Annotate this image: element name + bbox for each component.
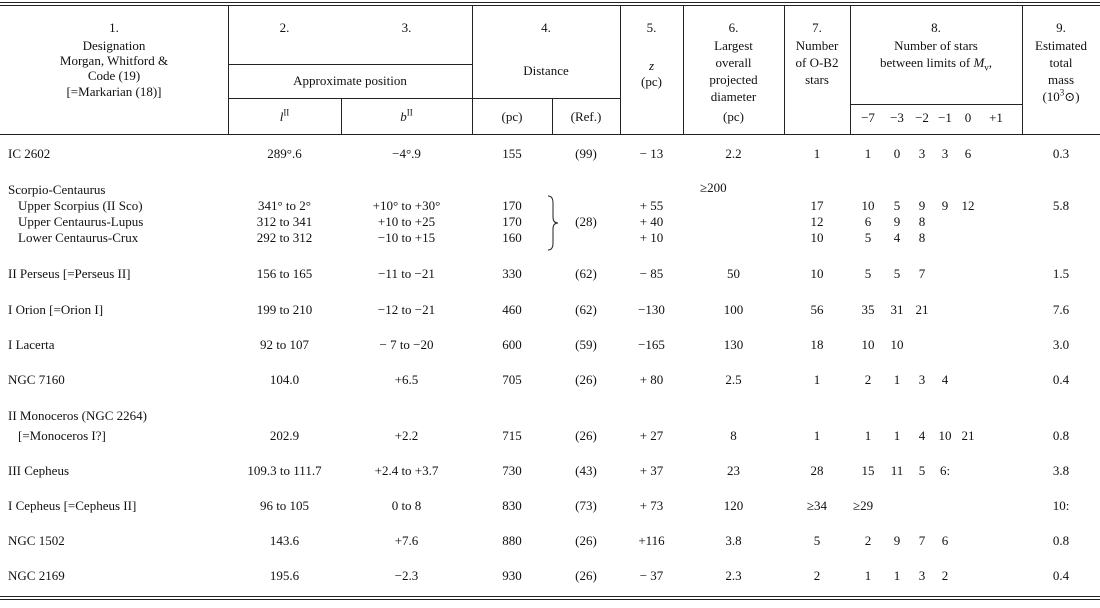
- cell-mass: 3.0: [1052, 337, 1070, 352]
- star-count-cell: 9: [918, 198, 926, 213]
- cell-z: −130: [638, 302, 665, 317]
- star-count-cell: 9: [893, 214, 901, 229]
- col5-line2: (pc): [641, 74, 662, 89]
- cell-nob: 18: [810, 337, 824, 352]
- cell-diam: 100: [723, 302, 744, 317]
- col1-line3: Code (19): [87, 68, 141, 83]
- star-count-cell: ≥29: [853, 498, 874, 513]
- col3-subheader: [341, 107, 472, 124]
- star-count-cell: 10: [938, 428, 952, 443]
- cell-name: II Monoceros (NGC 2264): [8, 408, 148, 423]
- star-count-cell: 31: [890, 302, 904, 317]
- cell-name: NGC 7160: [8, 372, 65, 387]
- magnitude-limit-label: −3: [890, 110, 904, 125]
- col1-line1: Designation: [82, 38, 146, 53]
- star-count-cell: 12: [961, 198, 975, 213]
- cell-name: III Cepheus: [8, 463, 70, 478]
- cell-nob: ≥34: [806, 498, 828, 513]
- col5-number: 5.: [646, 20, 657, 35]
- col9-line1: Estimated: [1035, 38, 1087, 53]
- cell-ref: (59): [575, 337, 597, 352]
- star-count-cell: 35: [861, 302, 875, 317]
- star-count-cell: 4: [941, 372, 949, 387]
- cell-b: − 7 to −20: [379, 337, 434, 352]
- col7-line2: of O-B2: [795, 55, 839, 70]
- col1-line2: Morgan, Whitford &: [59, 53, 169, 68]
- magnitude-limit-label: −1: [938, 110, 952, 125]
- cell-z: + 55: [639, 198, 664, 213]
- grouping-brace: [546, 195, 560, 251]
- star-count-cell: 5: [864, 230, 872, 245]
- col9-line2: total: [1049, 55, 1073, 70]
- magnitude-limit-label: +1: [989, 110, 1003, 125]
- cell-name: IC 2602: [8, 146, 51, 161]
- star-count-cell: 8: [918, 214, 926, 229]
- star-count-cell: 7: [918, 266, 926, 281]
- cell-l: 143.6: [269, 533, 300, 548]
- col7-number: 7.: [812, 20, 822, 35]
- cell-dist: 715: [502, 428, 522, 443]
- star-count-cell: 21: [961, 428, 975, 443]
- star-count-cell: 1: [864, 428, 872, 443]
- cell-b: −10 to +15: [377, 230, 436, 245]
- col2-sub-sup: II: [283, 107, 290, 118]
- cell-name: Scorpio-Centaurus: [8, 182, 106, 197]
- cell-diam: 2.5: [725, 372, 742, 387]
- cell-mass: 1.5: [1052, 266, 1070, 281]
- cell-ref: (43): [575, 463, 597, 478]
- col8-line1: Number of stars: [894, 38, 978, 53]
- col7-line3: stars: [805, 72, 829, 87]
- star-count-cell: 5: [918, 463, 926, 478]
- cell-mass: 0.8: [1052, 533, 1070, 548]
- cell-nob: 1: [813, 146, 821, 161]
- cell-mass: 10:: [1052, 498, 1070, 513]
- cell-b: +2.4 to +3.7: [374, 463, 439, 478]
- cell-z: + 73: [639, 498, 664, 513]
- col6-line3: projected: [709, 72, 758, 87]
- cell-b: −2.3: [394, 568, 419, 583]
- star-count-cell: 9: [941, 198, 949, 213]
- cell-dist: 460: [502, 302, 522, 317]
- col6-line2: overall: [715, 55, 752, 70]
- cell-name: II Perseus [=Perseus II]: [8, 266, 131, 281]
- cell-name: Upper Centaurus-Lupus: [18, 214, 144, 229]
- position-header-rule: [228, 64, 472, 65]
- star-count-cell: 11: [890, 463, 904, 478]
- cell-l: 312 to 341: [256, 214, 313, 229]
- col8-line2-text: between limits of: [879, 55, 971, 70]
- cell-name: [=Monoceros I?]: [18, 428, 106, 443]
- limits-header-rule: [850, 104, 1022, 105]
- col8-mv-symbol: M: [973, 55, 985, 70]
- cell-b: +6.5: [394, 372, 419, 387]
- star-count-cell: 5: [893, 198, 901, 213]
- cell-name: Lower Centaurus-Crux: [18, 230, 139, 245]
- cell-diam: 23: [727, 463, 740, 478]
- star-count-cell: 4: [893, 230, 901, 245]
- cell-ref: (26): [575, 372, 597, 387]
- magnitude-limit-label: −2: [915, 110, 929, 125]
- cell-nob: 5: [813, 533, 821, 548]
- cell-ref: (26): [575, 568, 597, 583]
- star-count-cell: 8: [918, 230, 926, 245]
- cell-nob: 17: [810, 198, 824, 213]
- bottom-rule-double: [0, 599, 1100, 600]
- cell-l: 92 to 107: [259, 337, 310, 352]
- star-count-cell: 3: [918, 372, 926, 387]
- cell-l: 292 to 312: [256, 230, 313, 245]
- col9-mass-open: (10: [1042, 89, 1060, 104]
- cell-nob: 56: [810, 302, 824, 317]
- star-count-cell: 1: [893, 428, 901, 443]
- cell-nob: 10: [810, 230, 824, 245]
- cell-dist: 600: [502, 337, 522, 352]
- cell-name: I Orion [=Orion I]: [8, 302, 104, 317]
- star-count-cell: 3: [918, 568, 926, 583]
- top-rule: [0, 2, 1100, 3]
- cell-dist: 730: [502, 463, 522, 478]
- cell-b: +7.6: [394, 533, 419, 548]
- cell-b: +10 to +25: [377, 214, 436, 229]
- cell-mass: 7.6: [1052, 302, 1070, 317]
- cell-z: + 37: [639, 463, 664, 478]
- col2-number: 2.: [279, 20, 290, 35]
- cell-diam: 2.2: [725, 146, 742, 161]
- cell-dist: 170: [502, 198, 522, 213]
- cell-dist: 830: [502, 498, 522, 513]
- cell-b: 0 to 8: [391, 498, 422, 513]
- cell-mass: 0.8: [1052, 428, 1070, 443]
- star-count-cell: 7: [918, 533, 926, 548]
- cell-b: +2.2: [394, 428, 419, 443]
- cell-ref: (28): [575, 214, 597, 229]
- cell-mass: 3.8: [1052, 463, 1070, 478]
- cell-diam: 130: [723, 337, 744, 352]
- header-bottom-rule: [0, 134, 1100, 135]
- star-count-cell: 2: [941, 568, 949, 583]
- magnitude-limit-label: −7: [861, 110, 875, 125]
- cell-nob: 2: [813, 568, 821, 583]
- cell-diam: 50: [727, 266, 740, 281]
- star-count-cell: 2: [864, 533, 872, 548]
- col8-number: 8.: [931, 20, 941, 35]
- col6-number: 6.: [728, 20, 739, 35]
- star-count-cell: 10: [890, 337, 904, 352]
- col6-line5: (pc): [723, 109, 744, 124]
- col1-number: 1.: [109, 20, 119, 35]
- col9-number: 9.: [1056, 20, 1066, 35]
- distance-ref-sub: (Ref.): [570, 109, 602, 124]
- star-count-cell: 3: [918, 146, 926, 161]
- cell-mass: 0.4: [1052, 372, 1070, 387]
- cell-z: − 13: [639, 146, 664, 161]
- star-count-cell: 6: [864, 214, 872, 229]
- cell-diam: 120: [723, 498, 744, 513]
- cell-name: I Lacerta: [8, 337, 55, 352]
- cell-dist: 880: [502, 533, 522, 548]
- subheader-rule: [228, 98, 620, 99]
- star-count-cell: 6: [964, 146, 972, 161]
- cell-l: 156 to 165: [256, 266, 313, 281]
- col9-line4: [1022, 87, 1100, 104]
- cell-dist: 330: [502, 266, 522, 281]
- cell-b: −11 to −21: [378, 266, 435, 281]
- cell-nob: 28: [810, 463, 824, 478]
- cell-dist: 705: [502, 372, 522, 387]
- distance-title: Distance: [523, 63, 569, 78]
- cell-name: NGC 1502: [8, 533, 65, 548]
- bottom-rule: [0, 596, 1100, 597]
- star-count-cell: 1: [864, 146, 872, 161]
- col8-line2-end: ,: [988, 55, 993, 70]
- star-count-cell: 1: [893, 568, 901, 583]
- cell-l: 195.6: [269, 568, 300, 583]
- cell-nob: 1: [813, 428, 821, 443]
- col6-line4: diameter: [710, 89, 757, 104]
- cell-z: −165: [638, 337, 665, 352]
- cell-name: I Cepheus [=Cepheus II]: [8, 498, 137, 513]
- col5-line1: [620, 59, 683, 73]
- cell-dist: 160: [502, 230, 522, 245]
- cell-z: +116: [638, 533, 665, 548]
- col3-sub-sup: II: [406, 107, 413, 118]
- star-count-cell: 15: [861, 463, 875, 478]
- col5-z-symbol: z: [648, 58, 655, 73]
- cell-z: − 85: [639, 266, 664, 281]
- col2-subheader: [228, 107, 341, 124]
- cell-name: NGC 2169: [8, 568, 65, 583]
- col1-line4: [=Markarian (18)]: [66, 84, 162, 99]
- col7-line1: Number: [795, 38, 839, 53]
- star-count-cell: 10: [861, 198, 875, 213]
- cell-nob: 12: [810, 214, 824, 229]
- col9-mass-close: ⊙): [1064, 89, 1080, 104]
- cell-diam: 8: [730, 428, 737, 443]
- col9-line3: mass: [1048, 72, 1074, 87]
- cell-ref: (62): [575, 266, 597, 281]
- distance-pc-sub: (pc): [501, 109, 523, 124]
- cell-ref: (73): [575, 498, 597, 513]
- cell-b: +10° to +30°: [372, 198, 441, 213]
- cell-ref: (26): [575, 428, 597, 443]
- col6-line1: Largest: [714, 38, 753, 53]
- approx-position-title: Approximate position: [293, 73, 407, 88]
- star-count-cell: 6: [941, 533, 949, 548]
- cell-l: 289°.6: [267, 146, 302, 161]
- cell-mass: 0.3: [1052, 146, 1070, 161]
- star-count-cell: 5: [893, 266, 901, 281]
- cell-l: 104.0: [269, 372, 300, 387]
- star-count-cell: 4: [918, 428, 926, 443]
- cell-nob: 1: [813, 372, 821, 387]
- col2-sub-letter: l: [279, 109, 284, 124]
- star-count-cell: 5: [864, 266, 872, 281]
- star-count-cell: 6:: [939, 463, 951, 478]
- cell-dist: 155: [502, 146, 522, 161]
- cell-l: 341° to 2°: [257, 198, 311, 213]
- cell-z: − 37: [639, 568, 664, 583]
- cell-ref: (99): [575, 146, 597, 161]
- cell-z: + 27: [639, 428, 664, 443]
- cell-diam: 3.8: [725, 533, 742, 548]
- star-count-cell: 9: [893, 533, 901, 548]
- cell-ref: (62): [575, 302, 597, 317]
- col8-mv-sub: v: [984, 62, 989, 73]
- cell-z: + 80: [639, 372, 664, 387]
- cell-mass: 5.8: [1052, 198, 1070, 213]
- col9-mass-sup: 3: [1059, 87, 1065, 98]
- cell-z: + 40: [639, 214, 664, 229]
- col4-number: 4.: [541, 20, 551, 35]
- col3-number: 3.: [401, 20, 412, 35]
- cell-z: + 10: [639, 230, 664, 245]
- star-count-cell: 1: [893, 372, 901, 387]
- star-count-cell: 1: [864, 568, 872, 583]
- cell-l: 199 to 210: [256, 302, 313, 317]
- cell-l: 96 to 105: [259, 498, 310, 513]
- star-count-cell: 10: [861, 337, 875, 352]
- cell-diam: ≥200: [700, 180, 727, 195]
- star-count-cell: 0: [893, 146, 901, 161]
- col8-line2: [850, 56, 1022, 75]
- cell-diam: 2.3: [725, 568, 742, 583]
- star-count-cell: 21: [915, 302, 929, 317]
- col3-sub-letter: b: [400, 109, 407, 124]
- cell-mass: 0.4: [1052, 568, 1070, 583]
- cell-ref: (26): [575, 533, 597, 548]
- magnitude-limit-label: 0: [964, 110, 972, 125]
- cell-dist: 930: [502, 568, 522, 583]
- top-rule-double: [0, 5, 1100, 6]
- star-count-cell: 3: [941, 146, 949, 161]
- cell-b: −4°.9: [392, 146, 421, 161]
- cell-b: −12 to −21: [377, 302, 436, 317]
- star-count-cell: 2: [864, 372, 872, 387]
- cell-dist: 170: [502, 214, 522, 229]
- cell-nob: 10: [810, 266, 824, 281]
- cell-l: 202.9: [269, 428, 300, 443]
- cell-name: Upper Scorpius (II Sco): [18, 198, 143, 213]
- cell-l: 109.3 to 111.7: [247, 463, 322, 478]
